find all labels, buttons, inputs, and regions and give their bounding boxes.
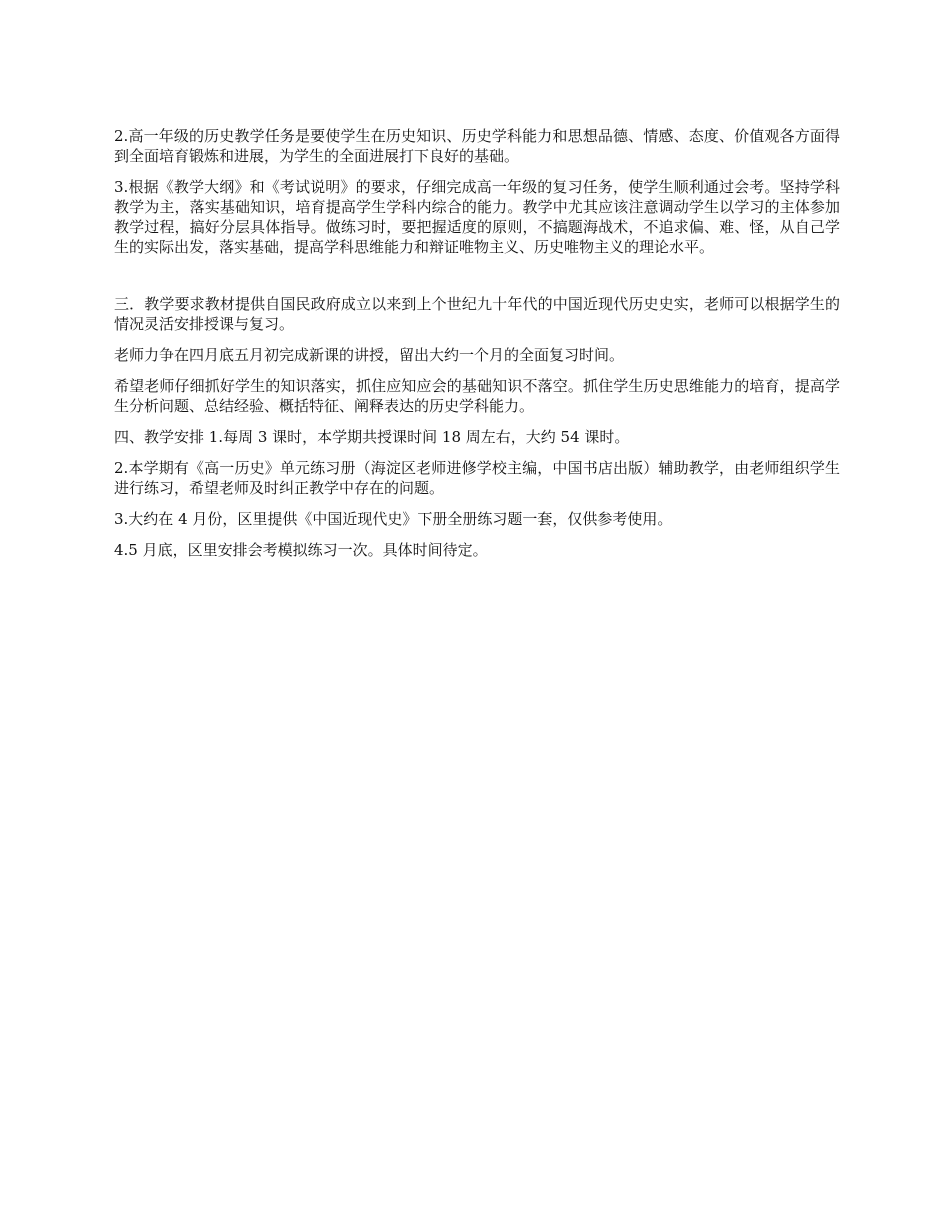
- paragraph-new-lessons: 老师力争在四月底五月初完成新课的讲授，留出大约一个月的全面复习时间。: [114, 346, 625, 364]
- document-body: [114, 126, 840, 571]
- paragraph-schedule-3: 3.大约在 4 月份，区里提供《中国近现代史》下册全册练习题一套，仅供参考使用。: [114, 510, 673, 528]
- paragraph-schedule-4: 4.5 月底，区里安排会考模拟练习一次。具体时间待定。: [114, 541, 488, 559]
- paragraph-schedule-1: 四、教学安排 1.每周 3 课时，本学期共授课时间 18 周左右，大约 54 课时。: [114, 428, 630, 446]
- paragraph-goal-2: 2.高一年级的历史教学任务是要使学生在历史知识、历史学科能力和思想品德、情感、态度、价值观各方面得到全面培育锻炼和进展，为学生的全面进展打下良好的基础。: [114, 127, 840, 165]
- paragraph-goal-3: 3.根据《教学大纲》和《考试说明》的要求，仔细完成高一年级的复习任务，使学生顺利通过会考。坚持学科教学为主，落实基础知识，培育提高学生学科内综合的能力。教学中尤其应该注意调动学生以学习的主体参加教学过程，搞好分层具体指导。做练习时，要把握适度的原则，不搞题海战术，不追求偏、难、怪，从自己学生的实际出发，落实基础，提高学科思维能力和辩证唯物主义、历史唯物主义的理论水平。: [114, 178, 840, 256]
- paragraph-schedule-2: 2.本学期有《高一历史》单元练习册（海淀区老师进修学校主编，中国书店出版）辅助教学，由老师组织学生进行练习，希望老师及时纠正教学中存在的问题。: [114, 459, 840, 497]
- paragraph-teaching-requirements: 三．教学要求教材提供自国民政府成立以来到上个世纪九十年代的中国近现代历史史实，老师可以根据学生的情况灵活安排授课与复习。: [114, 295, 840, 333]
- section-spacer: [114, 268, 840, 294]
- paragraph-knowledge-focus: 希望老师仔细抓好学生的知识落实，抓住应知应会的基础知识不落空。抓住学生历史思维能力的培育，提高学生分析问题、总结经验、概括特征、阐释表达的历史学科能力。: [114, 377, 840, 415]
